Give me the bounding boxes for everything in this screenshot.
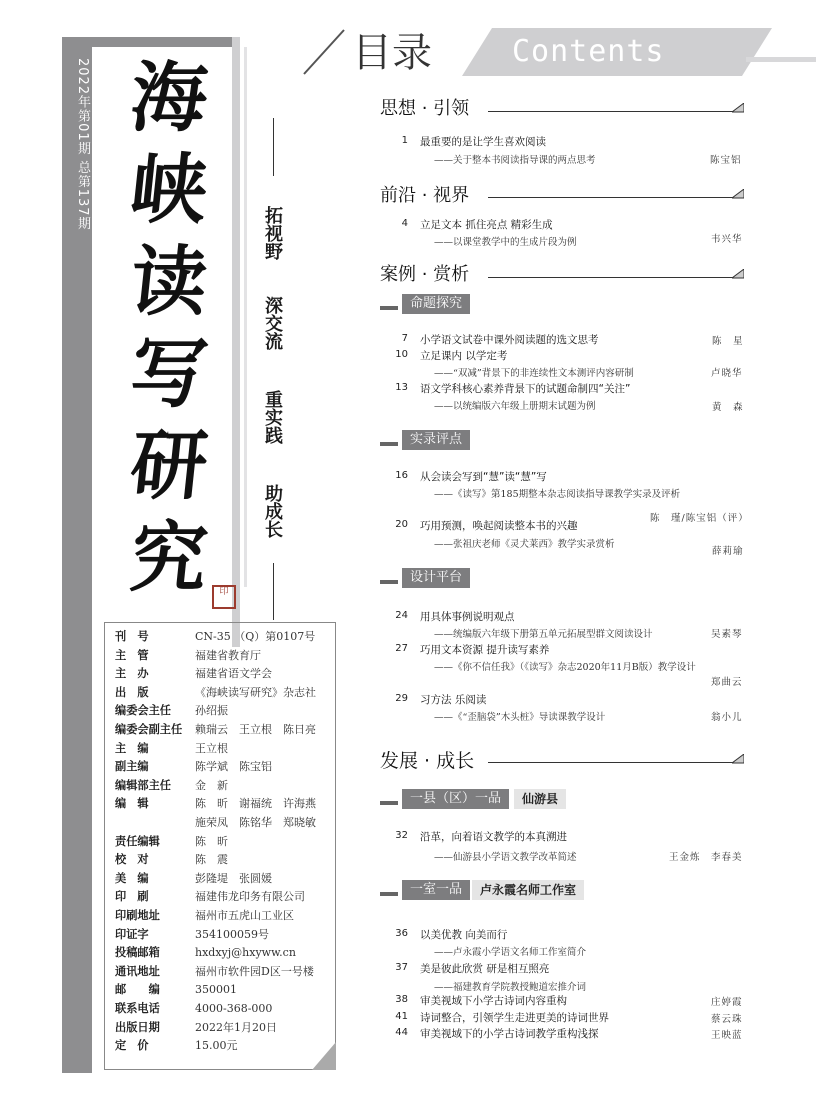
info-row — [115, 1021, 277, 1035]
section-rule — [488, 762, 736, 763]
article-title[interactable]: 立足文本 抓住亮点 精彩生成 — [420, 219, 553, 231]
info-value: 孙绍振 — [195, 704, 228, 718]
info-value: 王立根 — [195, 741, 228, 755]
info-row — [115, 816, 316, 830]
article-title[interactable]: 诗词整合，引领学生走进更美的诗词世界 — [420, 1012, 609, 1024]
info-value: 福建省教育厅 — [195, 648, 261, 662]
info-label: 出 版 — [115, 685, 149, 699]
article-title[interactable]: 巧用预测，唤起阅读整本书的兴趣 — [420, 520, 578, 532]
section-corner-icon — [732, 754, 744, 764]
info-label: 主 办 — [115, 667, 149, 681]
info-row — [115, 1002, 272, 1016]
info-value: 陈 震 — [195, 853, 228, 867]
info-value: 赖瑞云 王立根 陈日亮 — [195, 723, 316, 736]
article-author: 蔡云珠 — [711, 1014, 743, 1025]
subsection-dash — [380, 801, 398, 805]
article-page-number: 10 — [395, 349, 408, 360]
info-row — [115, 965, 314, 979]
article-author: 庄婷霞 — [711, 997, 743, 1008]
article-title[interactable]: 立足课内 以学定考 — [420, 350, 508, 362]
info-row — [115, 909, 294, 923]
title-char: 写 — [126, 329, 212, 418]
magazine-title-calligraphy — [106, 52, 232, 612]
article-page-number: 36 — [395, 928, 408, 939]
info-row — [115, 853, 228, 867]
article-page-number: 44 — [395, 1027, 408, 1038]
subsection-dash — [380, 892, 398, 896]
info-value: 金 新 — [195, 778, 228, 792]
article-subtitle: ——统编版六年级下册第五单元拓展型群文阅读设计 — [434, 629, 653, 640]
section-title: 前沿 · 视界 — [380, 185, 470, 206]
article-title[interactable]: 小学语文试卷中课外阅读题的选文思考 — [420, 334, 599, 346]
section-corner-icon — [732, 269, 744, 279]
info-value: 陈 昕 谢福统 许海燕 — [195, 797, 316, 811]
info-label: 美 编 — [115, 871, 149, 885]
article-subtitle: ——以统编版六年级上册期末试题为例 — [434, 401, 596, 412]
masthead-info-box — [104, 622, 336, 1070]
info-row — [115, 779, 228, 793]
article-title[interactable]: 习方法 乐阅读 — [420, 694, 487, 706]
info-label: 主 编 — [115, 741, 149, 755]
info-label: 印证字 — [115, 927, 149, 941]
slogan-divider-bottom — [273, 563, 274, 620]
article-title[interactable]: 沿革，向着语文教学的本真溯进 — [420, 831, 567, 843]
header-rule — [746, 57, 816, 62]
article-page-number: 38 — [395, 994, 408, 1005]
page-title: 目录 — [352, 30, 432, 76]
corner-fold — [312, 1042, 336, 1070]
info-label: 印 刷 — [115, 890, 149, 904]
info-value: 彭隆堤 张圆媛 — [195, 871, 272, 885]
info-label: 定 价 — [115, 1039, 149, 1053]
article-subtitle: ——以课堂教学中的生成片段为例 — [434, 237, 577, 248]
subsection-tag: 仙游县 — [514, 789, 566, 809]
info-row — [115, 890, 305, 904]
article-page-number: 20 — [395, 519, 408, 530]
article-subtitle: ——《你不信任我》（《读写》杂志2020年11月B版）教学设计 — [434, 662, 696, 673]
article-subtitle: ——关于整本书阅读指导课的两点思考 — [434, 155, 596, 166]
info-label: 副主编 — [115, 760, 149, 774]
info-value: 15.00元 — [195, 1039, 238, 1053]
article-title[interactable]: 最重要的是让学生喜欢阅读 — [420, 136, 546, 148]
frame-thin-bar — [244, 47, 247, 587]
info-row — [115, 649, 261, 663]
slogan-divider-top — [273, 118, 274, 176]
header-slash-icon — [300, 28, 346, 76]
article-title[interactable]: 审美视域下的小学古诗词教学重构浅探 — [420, 1028, 599, 1040]
info-value: hxdxyj@hxyww.cn — [195, 946, 296, 960]
info-value: 2022年1月20日 — [195, 1020, 277, 1034]
article-page-number: 7 — [401, 333, 408, 344]
article-author: 黄 森 — [712, 402, 744, 413]
article-subtitle: ——《“歪脑袋”木头桩》导读课教学设计 — [434, 712, 606, 723]
info-value: 福州市软件园D区一号楼 — [195, 964, 314, 978]
article-page-number: 1 — [401, 135, 408, 146]
article-page-number: 13 — [395, 382, 408, 393]
article-title[interactable]: 审美视域下小学古诗词内容重构 — [420, 995, 567, 1007]
info-value: 福州市五虎山工业区 — [195, 909, 294, 922]
article-subtitle: ——《读写》第185期整本杂志阅读指导课教学实录及评析 — [434, 489, 681, 500]
title-char: 读 — [126, 237, 212, 326]
article-title[interactable]: 从会读会写到“慧”读“慧”写 — [420, 471, 547, 483]
info-row — [115, 630, 315, 644]
info-row — [115, 742, 228, 756]
subsection-dash — [380, 306, 398, 310]
info-row — [115, 928, 269, 942]
article-author: 王金炼 李春美 — [669, 852, 743, 863]
info-value: CN-35 （Q）第0107号 — [195, 630, 316, 643]
info-label: 编委会主任 — [115, 704, 171, 718]
info-value: 福建伟龙印务有限公司 — [195, 890, 305, 904]
article-title[interactable]: 语文学科核心素养背景下的试题命制四“关注” — [420, 383, 631, 395]
section-rule — [488, 277, 736, 278]
article-page-number: 37 — [395, 962, 408, 973]
article-subtitle: ——卢永霞小学语文名师工作室简介 — [434, 947, 587, 958]
subsection-label: 设计平台 — [402, 568, 470, 588]
info-label: 编委会副主任 — [115, 723, 183, 736]
info-value: 350001 — [195, 983, 237, 997]
seal-stamp: 印 — [212, 585, 236, 609]
article-title[interactable]: 巧用文本资源 提升读写素养 — [420, 644, 550, 656]
info-row — [115, 946, 296, 960]
article-page-number: 32 — [395, 830, 408, 841]
slogan: 助成长 — [262, 484, 283, 538]
section-title: 案例 · 赏析 — [380, 264, 470, 285]
article-subtitle: ——福建教育学院教授鲍道宏推介词 — [434, 982, 587, 993]
info-row — [115, 760, 272, 774]
frame-top-bar — [92, 37, 232, 47]
subsection-dash — [380, 442, 398, 446]
info-value: 4000-368-000 — [195, 1002, 273, 1015]
subsection-label: 一县（区）一品 — [402, 789, 509, 809]
title-char: 峡 — [126, 145, 212, 234]
article-author: 翁小儿 — [711, 712, 743, 723]
article-page-number: 24 — [395, 610, 408, 621]
subsection-tag: 卢永霞名师工作室 — [472, 880, 584, 900]
info-label: 邮 编 — [115, 983, 160, 997]
info-row — [115, 872, 272, 886]
info-label: 主 管 — [115, 648, 149, 662]
article-author: 薛莉瑜 — [712, 546, 744, 557]
info-label: 校 对 — [115, 853, 149, 867]
article-page-number: 27 — [395, 643, 408, 654]
article-subtitle: ——张祖庆老师《灵犬莱西》教学实录赏析 — [434, 539, 615, 550]
article-author: 韦兴华 — [711, 234, 743, 245]
info-value: 《海峡读写研究》杂志社 — [195, 685, 316, 699]
section-corner-icon — [732, 189, 744, 199]
article-author: 陈 星 — [712, 336, 744, 347]
info-row — [115, 704, 228, 718]
article-page-number: 29 — [395, 693, 408, 704]
contents-label: Contents — [512, 34, 665, 69]
info-row — [115, 983, 237, 997]
info-label: 编辑部主任 — [115, 778, 171, 792]
section-title: 思想 · 引领 — [380, 98, 470, 119]
info-value: 陈 昕 — [195, 834, 228, 848]
article-author: 陈 瑾/陈宝铝（评） — [650, 513, 749, 524]
info-row — [115, 797, 316, 811]
info-label: 出版日期 — [115, 1020, 160, 1034]
article-title[interactable]: 用具体事例说明观点 — [420, 611, 515, 623]
title-char: 研 — [126, 421, 212, 510]
info-label: 通讯地址 — [115, 964, 160, 978]
info-row — [115, 723, 316, 737]
info-row — [115, 1039, 238, 1053]
section-rule — [488, 197, 736, 198]
title-char: 海 — [126, 53, 212, 142]
title-char: 究 — [126, 513, 212, 602]
article-subtitle: ——仙游县小学语文教学改革简述 — [434, 852, 577, 863]
info-value: 福建省语文学会 — [195, 667, 272, 681]
info-value: 354100059号 — [195, 927, 269, 941]
info-label: 编 辑 — [115, 797, 149, 811]
issue-label: 2022年第01期 总第137期 — [75, 58, 90, 231]
article-author: 卢晓华 — [711, 368, 743, 379]
article-author: 吴素琴 — [711, 629, 743, 640]
article-title[interactable]: 以美优教 向美而行 — [420, 929, 508, 941]
info-value: 施荣凤 陈铭华 郑晓敏 — [195, 816, 316, 829]
article-author: 王映蓝 — [711, 1030, 743, 1041]
info-label: 联系电话 — [115, 1002, 160, 1015]
info-label: 投稿邮箱 — [115, 946, 160, 960]
article-author: 陈宝铝 — [710, 155, 742, 166]
article-page-number: 16 — [395, 470, 408, 481]
subsection-dash — [380, 580, 398, 584]
slogan: 拓视野 — [262, 206, 283, 260]
article-title[interactable]: 美是彼此欣赏 研是相互照亮 — [420, 963, 550, 975]
slogan: 重实践 — [262, 390, 283, 444]
section-corner-icon — [732, 103, 744, 113]
section-rule — [488, 111, 736, 112]
slogan: 深交流 — [262, 296, 283, 350]
section-title: 发展 · 成长 — [380, 750, 475, 772]
info-label: 印刷地址 — [115, 909, 160, 922]
info-label: 刊 号 — [115, 630, 149, 643]
article-author: 郑曲云 — [711, 677, 743, 688]
info-row — [115, 686, 316, 700]
info-row — [115, 667, 272, 681]
subsection-label: 一室一品 — [402, 880, 470, 900]
subsection-label: 命题探究 — [402, 294, 470, 314]
article-subtitle: ——“双减”背景下的非连续性文本测评内容研制 — [434, 368, 634, 379]
info-label: 责任编辑 — [115, 834, 160, 848]
subsection-label: 实录评点 — [402, 430, 470, 450]
info-row — [115, 835, 228, 849]
article-page-number: 41 — [395, 1011, 408, 1022]
info-value: 陈学斌 陈宝铝 — [195, 760, 272, 774]
article-page-number: 4 — [401, 218, 408, 229]
